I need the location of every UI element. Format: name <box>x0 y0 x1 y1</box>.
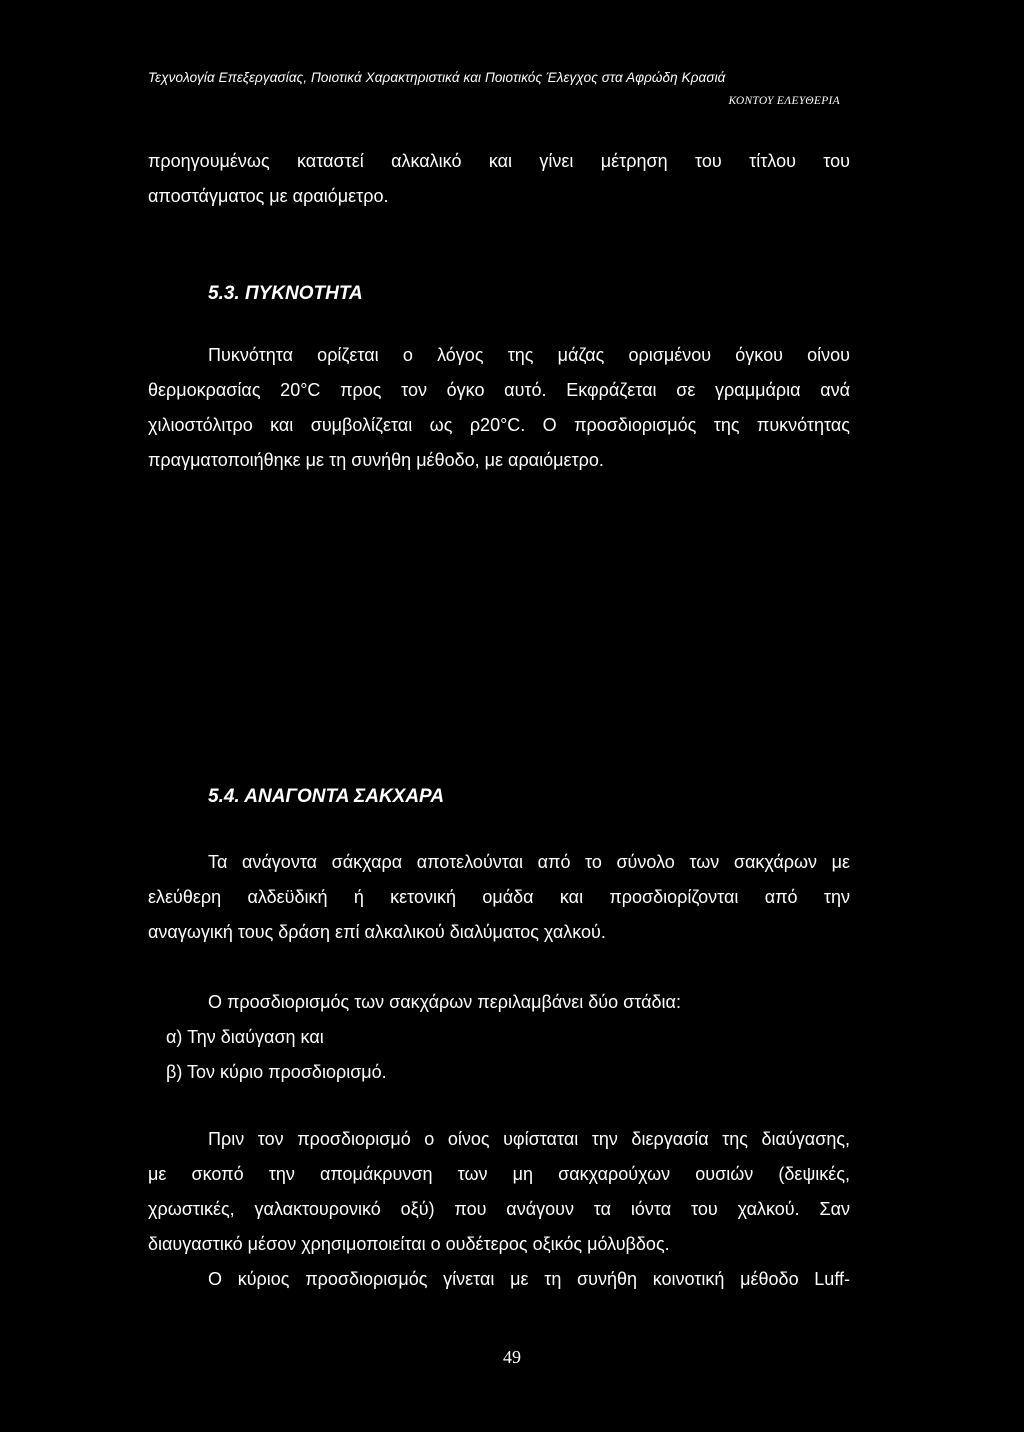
page-number: 49 <box>503 1347 521 1367</box>
paragraph-line: διαυγαστικό μέσον χρησιμοποιείται ο ουδέτερος οξικός μόλυβδος. <box>148 1234 670 1254</box>
running-header-author: ΚΟΝΤΟΥ ΕΛΕΥΘΕΡΙΑ <box>728 95 840 107</box>
paragraph-line: με σκοπό την απομάκρυνση των μη σακχαρούχων ουσιών (δεψικές, <box>148 1164 850 1184</box>
section-5-4-paragraph-1 <box>148 845 850 950</box>
paragraph-line: αναγωγική τους δράση επί αλκαλικού διαλύματος χαλκού. <box>148 922 606 942</box>
paragraph-line: Πυκνότητα ορίζεται ο λόγος της μάζας ορισμένου όγκου οίνου <box>208 345 850 365</box>
paragraph-line: χρωστικές, γαλακτουρονικό οξύ) που ανάγουν τα ιόντα του χαλκού. Σαν <box>148 1199 850 1219</box>
running-header-title: Τεχνολογία Επεξεργασίας, Ποιοτικά Χαρακτηριστικά και Ποιοτικός Έλεγχος στα Αφρώδη Κρασιά <box>148 70 726 85</box>
list-item: α) Την διαύγαση και <box>166 1027 324 1047</box>
paragraph-line: Τα ανάγοντα σάκχαρα αποτελούνται από το σύνολο των σακχάρων με <box>208 852 850 872</box>
section-5-4-paragraph-2 <box>148 985 850 1090</box>
section-heading-5-3: 5.3. ΠΥΚΝΟΤΗΤΑ <box>208 283 363 304</box>
paragraph-line: Ο προσδιορισμός των σακχάρων περιλαμβάνει δύο στάδια: <box>208 992 681 1012</box>
paragraph-line: Ο κύριος προσδιορισμός γίνεται με τη συνήθη κοινοτική μέθοδο Luff- <box>208 1269 850 1289</box>
paragraph-line: ελεύθερη αλδεϋδική ή κετονική ομάδα και προσδιορίζονται από την <box>148 887 850 907</box>
paragraph-line: αποστάγματος με αραιόμετρο. <box>148 186 389 206</box>
section-5-4-paragraph-3 <box>148 1122 850 1297</box>
paragraph-line: χιλιοστόλιτρο και συμβολίζεται ως ρ20°C. Ο προσδιορισμός της πυκνότητας <box>148 415 850 435</box>
intro-paragraph <box>148 144 850 214</box>
list-item: β) Τον κύριο προσδιορισμό. <box>166 1062 387 1082</box>
paragraph-line: πραγματοποιήθηκε με τη συνήθη μέθοδο, με αραιόμετρο. <box>148 450 604 470</box>
paragraph-line: θερμοκρασίας 20°C προς τον όγκο αυτό. Εκφράζεται σε γραμμάρια ανά <box>148 380 850 400</box>
section-heading-5-4: 5.4. ΑΝΑΓΟΝΤΑ ΣΑΚΧΑΡΑ <box>208 786 445 807</box>
paragraph-line: προηγουμένως καταστεί αλκαλικό και γίνει μέτρηση του τίτλου του <box>148 151 850 171</box>
section-5-3-paragraph <box>148 338 850 478</box>
paragraph-line: Πριν τον προσδιορισμό ο οίνος υφίσταται την διεργασία της διαύγασης, <box>208 1129 850 1149</box>
